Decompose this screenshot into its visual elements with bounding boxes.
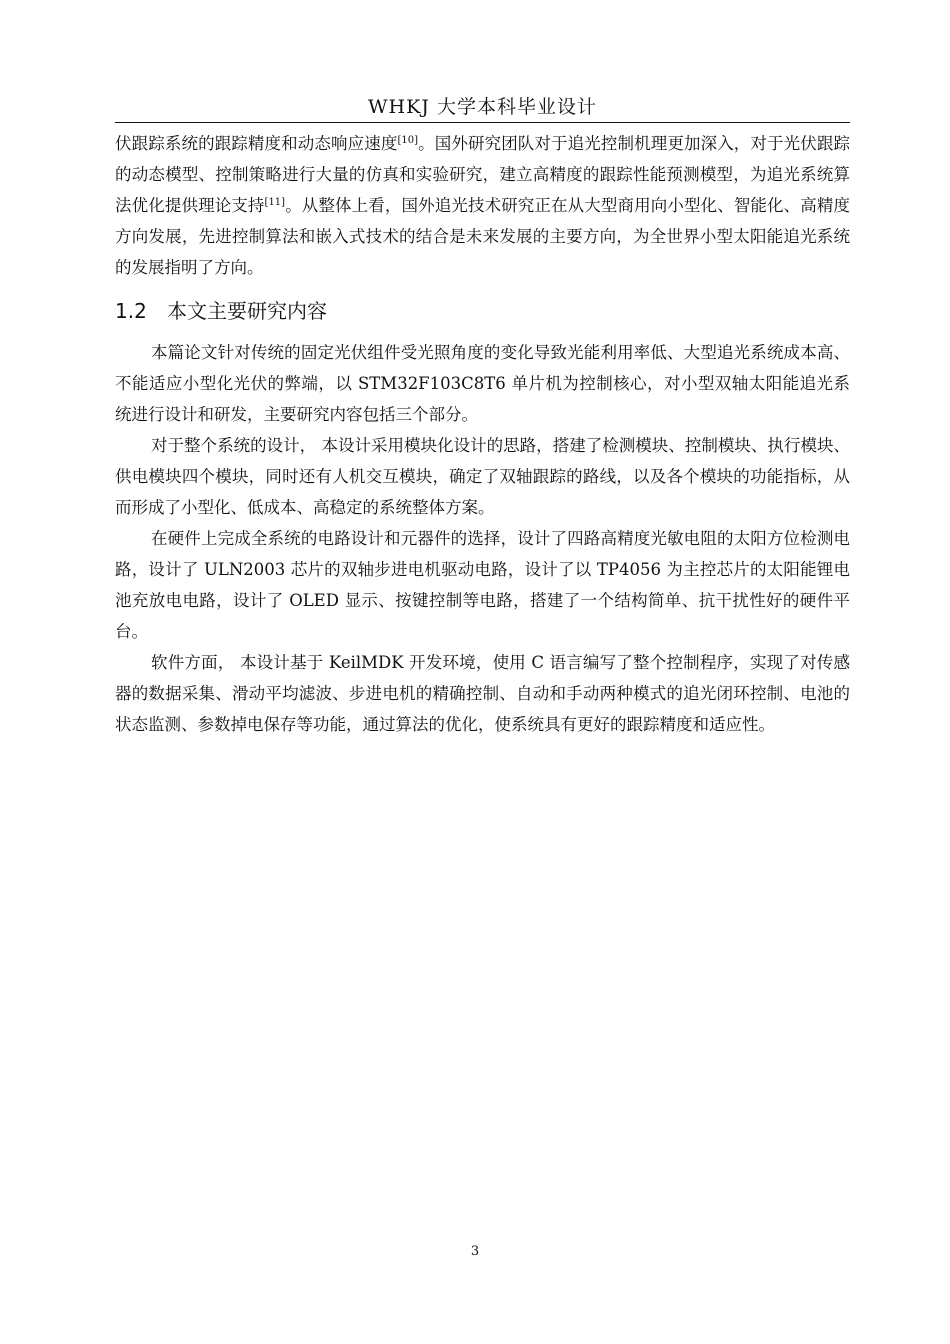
page-header: WHKJ 大学本科毕业设计: [368, 96, 597, 118]
intro-text-1: 伏跟踪系统的跟踪精度和动态响应速度: [115, 134, 398, 153]
intro-text-3: 。从整体上看，国外追光技术研究正在从大型商用向小型化、智能化、高精度方向发展，先进控制算法和嵌入式技术的结合是未来发展的主要方向，为全世界小型太阳能追光系统的发展指明了方向。: [115, 196, 851, 277]
section-title: 本文主要研究内容: [167, 299, 327, 323]
section-number: 1.2: [115, 299, 147, 323]
paragraph-software: 软件方面， 本设计基于 KeilMDK 开发环境，使用 C 语言编写了整个控制程序，实现了对传感器的数据采集、滑动平均滤波、步进电机的精确控制、自动和手动两种模式的追光闭环控制、电池的状态监测、参数掉电保存等功能，通过算法的优化，使系统具有更好的跟踪精度和适应性。: [115, 653, 850, 734]
paragraph-hardware: 在硬件上完成全系统的电路设计和元器件的选择，设计了四路高精度光敏电阻的太阳方位检测电路，设计了 ULN2003 芯片的双轴步进电机驱动电路，设计了以 TP4056 为主控芯片的太阳能锂电池充放电电路，设计了 OLED 显示、按键控制等电路，搭建了一个结构简单、抗干扰性好的硬件平台。: [115, 529, 850, 641]
citation-11: [11]: [264, 197, 286, 208]
page-number: 3: [470, 1244, 480, 1259]
section-heading: [115, 299, 850, 323]
paragraph-system-design: 对于整个系统的设计， 本设计采用模块化设计的思路，搭建了检测模块、控制模块、执行模块、供电模块四个模块，同时还有人机交互模块，确定了双轴跟踪的路线，以及各个模块的功能指标，从而形成了小型化、低成本、高稳定的系统整体方案。: [115, 436, 850, 517]
intro-text-2: 。国外研究团队对于追光控制机理更加深入，对于光伏跟踪的动态模型、控制策略进行大量的仿真和实验研究，建立高精度的跟踪性能预测模型，为追光系统算法优化提供理论支持: [115, 134, 851, 215]
intro-paragraph: [115, 128, 850, 283]
header-divider: [115, 122, 850, 123]
paragraph-overview: 本篇论文针对传统的固定光伏组件受光照角度的变化导致光能利用率低、大型追光系统成本高、不能适应小型化光伏的弊端，以 STM32F103C8T6 单片机为控制核心，对小型双轴太阳能追光系统进行设计和研发，主要研究内容包括三个部分。: [115, 343, 850, 424]
citation-10: [10]: [397, 135, 418, 146]
document-body: [115, 128, 850, 740]
